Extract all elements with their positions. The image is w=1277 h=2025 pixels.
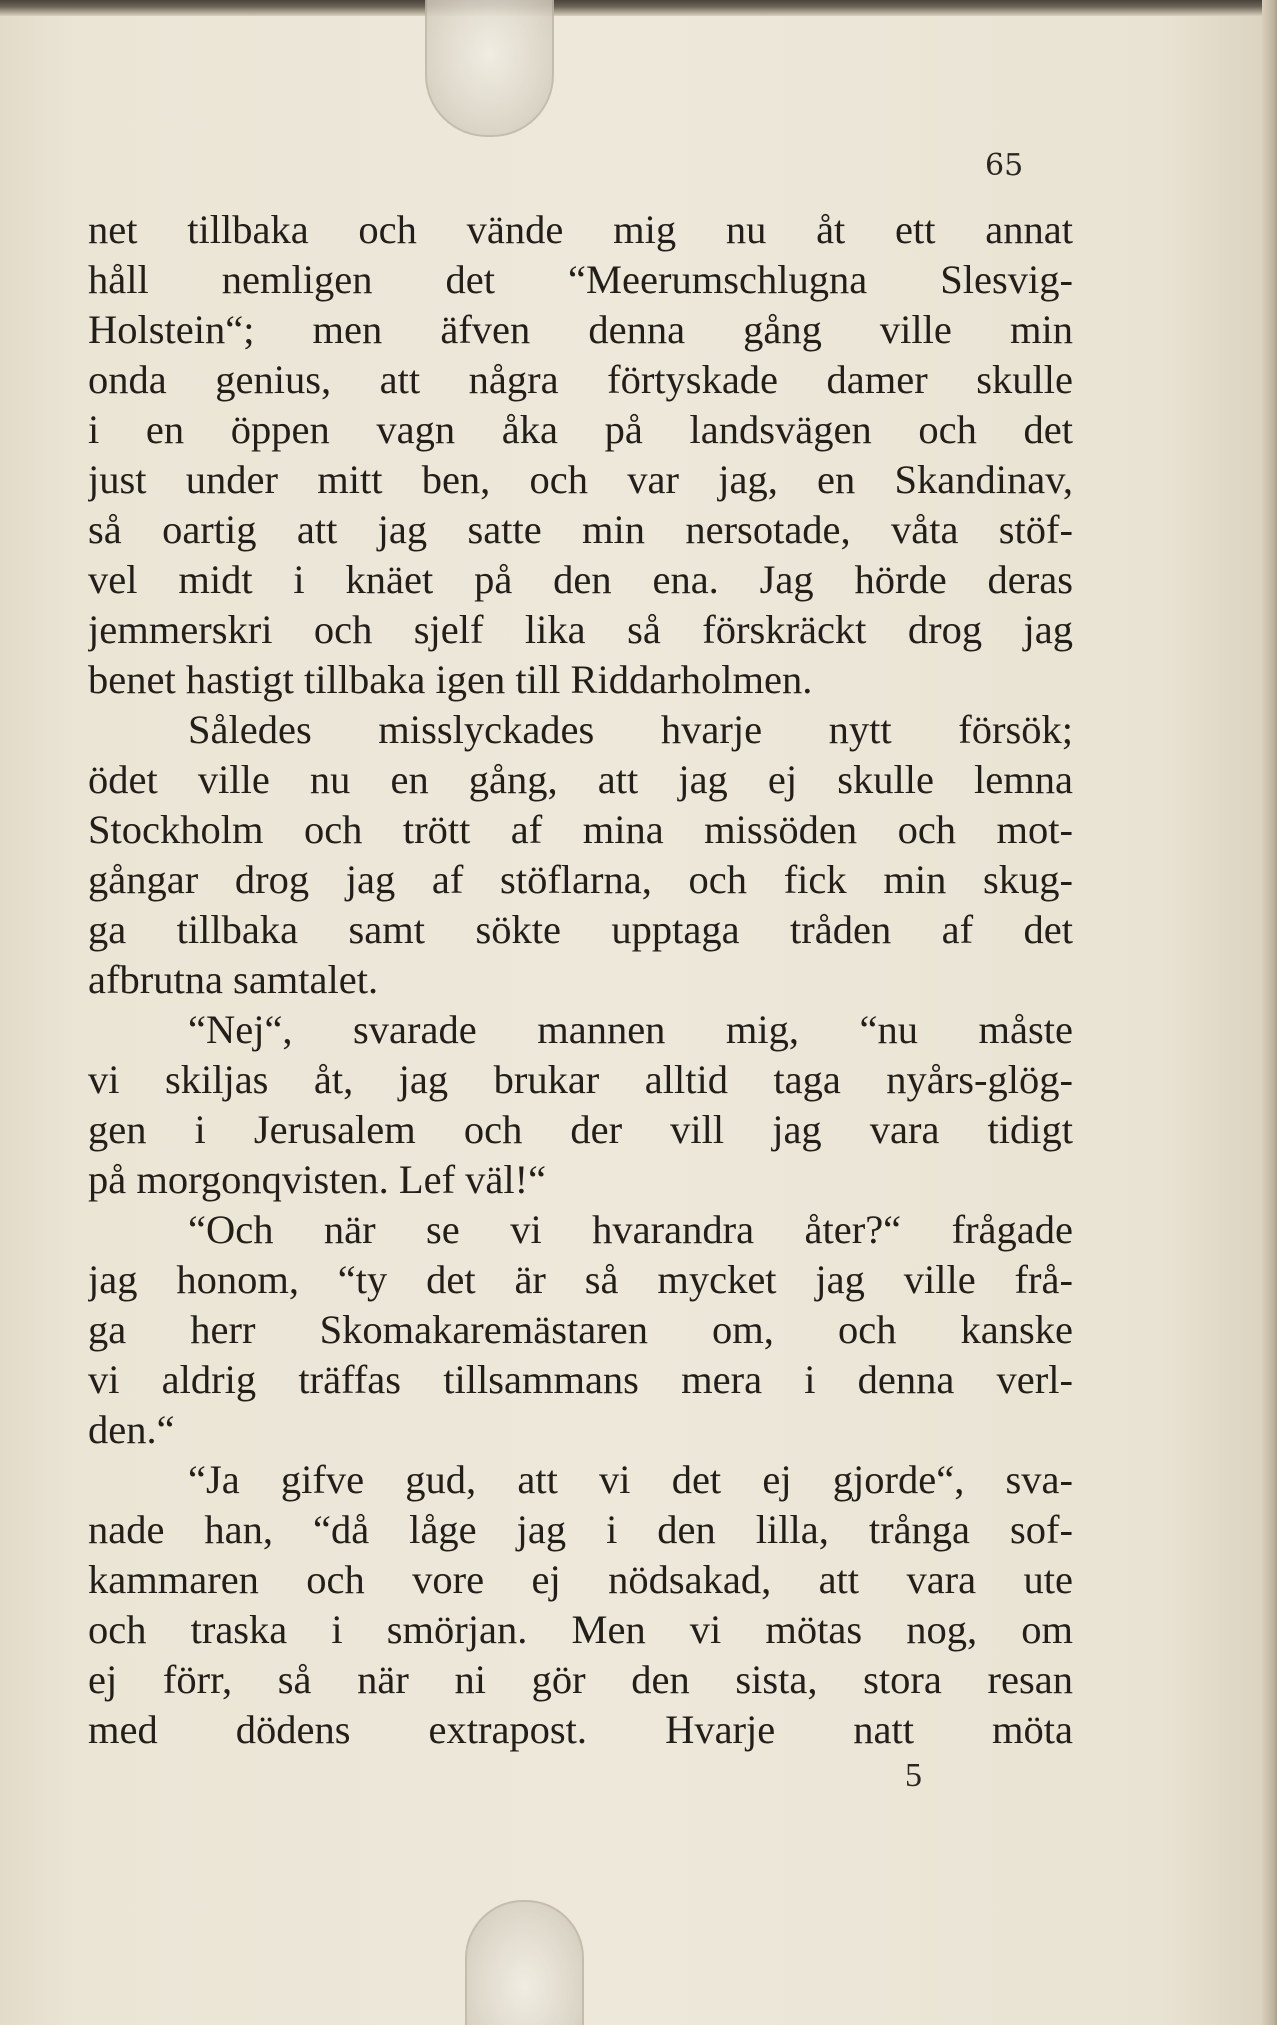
text-line: benet hastigt tillbaka igen till Riddarholmen. bbox=[88, 657, 813, 702]
page-number: 65 bbox=[985, 148, 1024, 183]
text-line: och traska i smörjan. Men vi mötas nog, om bbox=[88, 1607, 1073, 1652]
text-line: “Och när se vi hvarandra åter?“ frågade bbox=[188, 1207, 1073, 1252]
text-line: kammaren och vore ej nödsakad, att vara ute bbox=[88, 1557, 1073, 1602]
text-line: Holstein“; men äfven denna gång ville min bbox=[88, 307, 1073, 352]
text-line: jemmerskri och sjelf lika så förskräckt drog jag bbox=[88, 607, 1073, 652]
text-line: så oartig att jag satte min nersotade, våta stöf- bbox=[88, 507, 1073, 552]
text-line: nade han, “då låge jag i den lilla, trånga sof- bbox=[88, 1507, 1073, 1552]
text-line: ej förr, så när ni gör den sista, stora resan bbox=[88, 1657, 1073, 1702]
signature-mark: 5 bbox=[905, 1757, 922, 1794]
text-line: håll nemligen det “Meerumschlugna Slesvig- bbox=[88, 257, 1073, 302]
text-line: gångar drog jag af stöflarna, och fick min skug- bbox=[88, 857, 1073, 902]
page-clip-bottom bbox=[465, 1900, 584, 2025]
text-line: jag honom, “ty det är så mycket jag ville frå- bbox=[88, 1257, 1073, 1302]
text-line: ga tillbaka samt sökte upptaga tråden af det bbox=[88, 907, 1073, 952]
text-line: på morgonqvisten. Lef väl!“ bbox=[88, 1157, 547, 1202]
body-text bbox=[88, 205, 1073, 1755]
page-top-edge bbox=[0, 0, 1262, 16]
page-clip-top bbox=[425, 0, 554, 137]
text-line: med dödens extrapost. Hvarje natt möta bbox=[88, 1707, 1073, 1752]
text-line: “Nej“, svarade mannen mig, “nu måste bbox=[188, 1007, 1073, 1052]
text-line: vi skiljas åt, jag brukar alltid taga nyårs-glög- bbox=[88, 1057, 1073, 1102]
text-line: gen i Jerusalem och der vill jag vara tidigt bbox=[88, 1107, 1073, 1152]
text-line: ga herr Skomakaremästaren om, och kanske bbox=[88, 1307, 1073, 1352]
text-line: afbrutna samtalet. bbox=[88, 957, 379, 1002]
text-line: vel midt i knäet på den ena. Jag hörde deras bbox=[88, 557, 1073, 602]
text-line: net tillbaka och vände mig nu åt ett annat bbox=[88, 207, 1073, 252]
text-line: ödet ville nu en gång, att jag ej skulle lemna bbox=[88, 757, 1073, 802]
text-line: Således misslyckades hvarje nytt försök; bbox=[188, 707, 1073, 752]
text-line: den.“ bbox=[88, 1407, 175, 1452]
text-line: i en öppen vagn åka på landsvägen och det bbox=[88, 407, 1073, 452]
text-line: “Ja gifve gud, att vi det ej gjorde“, sva- bbox=[188, 1457, 1073, 1502]
text-line: Stockholm och trött af mina missöden och mot- bbox=[88, 807, 1073, 852]
text-line: vi aldrig träffas tillsammans mera i denna verl- bbox=[88, 1357, 1073, 1402]
page-right-edge bbox=[1262, 0, 1277, 2025]
text-line: onda genius, att några förtyskade damer skulle bbox=[88, 357, 1073, 402]
text-line: just under mitt ben, och var jag, en Skandinav, bbox=[88, 457, 1073, 502]
